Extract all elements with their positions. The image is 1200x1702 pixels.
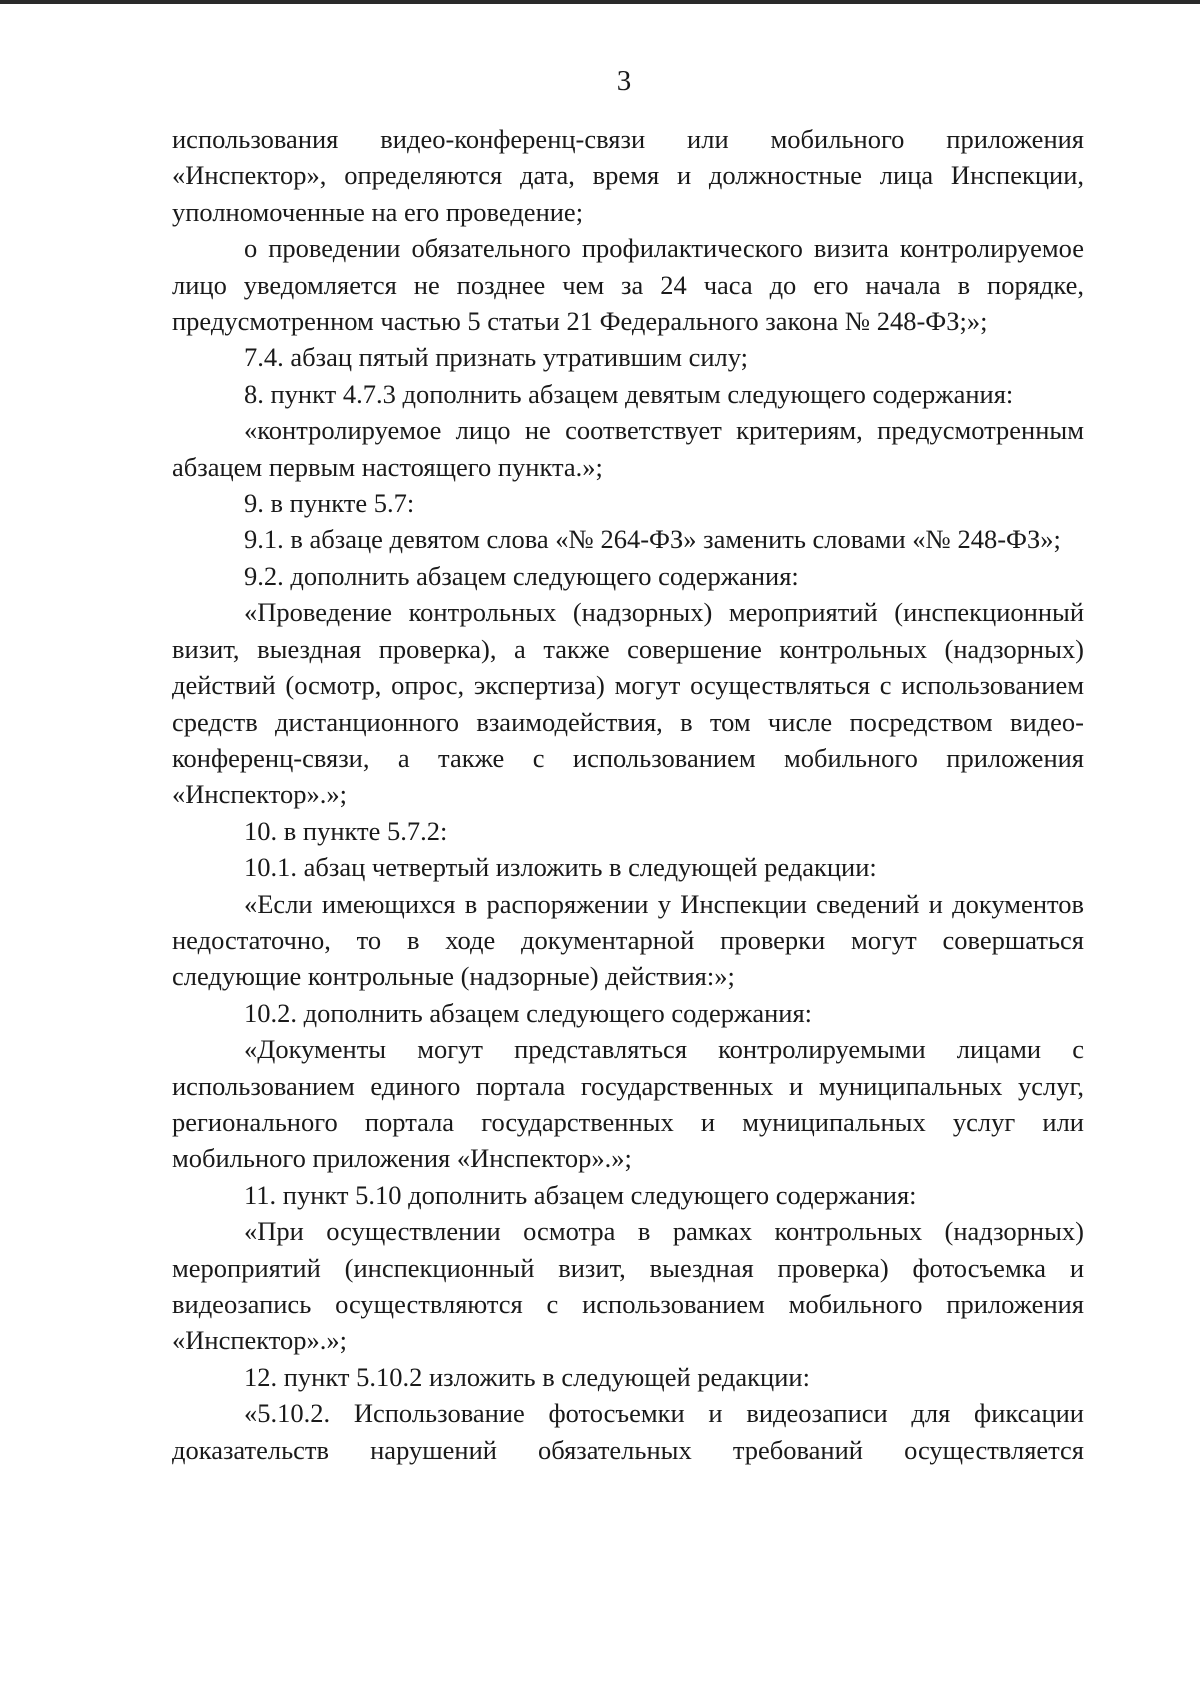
paragraph-item-10-2-quote: «Документы могут представляться контролируемыми лицами с использованием единого портала государственных и муниципальных услуг, регионального портала государственных и муниципальных услуг или мобильного приложения «Инспектор».»;: [172, 1034, 1084, 1174]
paragraph-item-10-1: 10.1. абзац четвертый изложить в следующей редакции:: [244, 852, 877, 883]
paragraph-item-7-4: 7.4. абзац пятый признать утратившим силу;: [244, 342, 749, 373]
paragraph-item-8-quote: «контролируемое лицо не соответствует критериям, предусмотренным абзацем первым настоящего пункта.»;: [172, 415, 1084, 482]
paragraph-item-9-2-quote: «Проведение контрольных (надзорных) мероприятий (инспекционный визит, выездная проверка), а также совершение контрольных (надзорных) действий (осмотр, опрос, экспертиза) могут осуществляться с использованием средств дистанционного взаимодействия, в том числе посредством видео-конференц-связи, а также с использованием мобильного приложения «Инспектор».»;: [172, 597, 1084, 810]
paragraph-item-11-quote: «При осуществлении осмотра в рамках контрольных (надзорных) мероприятий (инспекционный визит, выездная проверка) фотосъемка и видеозапись осуществляются с использованием мобильного приложения «Инспектор».»;: [172, 1216, 1084, 1356]
paragraph-item-10: 10. в пункте 5.7.2:: [244, 815, 448, 846]
paragraph-item-9-2: 9.2. дополнить абзацем следующего содержания:: [244, 560, 799, 591]
paragraph-item-11: 11. пункт 5.10 дополнить абзацем следующего содержания:: [244, 1179, 917, 1210]
paragraph-item-9: 9. в пункте 5.7:: [244, 488, 415, 519]
paragraph-item-9-1: 9.1. в абзаце девятом слова «№ 264-ФЗ» заменить словами «№ 248-ФЗ»;: [244, 524, 1061, 555]
paragraph-visit-notice: о проведении обязательного профилактического визита контролируемое лицо уведомляется не позднее чем за 24 часа до его начала в порядке, предусмотренном частью 5 статьи 21 Федерального закона № 248-ФЗ;»;: [172, 233, 1084, 337]
page-number: 3: [616, 65, 632, 97]
paragraph-item-12-quote: «5.10.2. Использование фотосъемки и видеозаписи для фиксации доказательств нарушений обязательных требований осуществляется: [172, 1398, 1084, 1465]
paragraph-item-12: 12. пункт 5.10.2 изложить в следующей редакции:: [244, 1361, 810, 1392]
scan-top-edge: [0, 0, 1200, 4]
document-body: [172, 121, 1084, 1468]
paragraph-item-10-2: 10.2. дополнить абзацем следующего содержания:: [244, 997, 813, 1028]
paragraph-item-10-1-quote: «Если имеющихся в распоряжении у Инспекции сведений и документов недостаточно, то в ходе документарной проверки могут совершаться следующие контрольные (надзорные) действия:»;: [172, 888, 1084, 992]
paragraph-continuation: использования видео-конференц-связи или мобильного приложения «Инспектор», определяются дата, время и должностные лица Инспекции, уполномоченные на его проведение;: [172, 124, 1084, 227]
paragraph-item-8: 8. пункт 4.7.3 дополнить абзацем девятым следующего содержания:: [244, 378, 1014, 409]
